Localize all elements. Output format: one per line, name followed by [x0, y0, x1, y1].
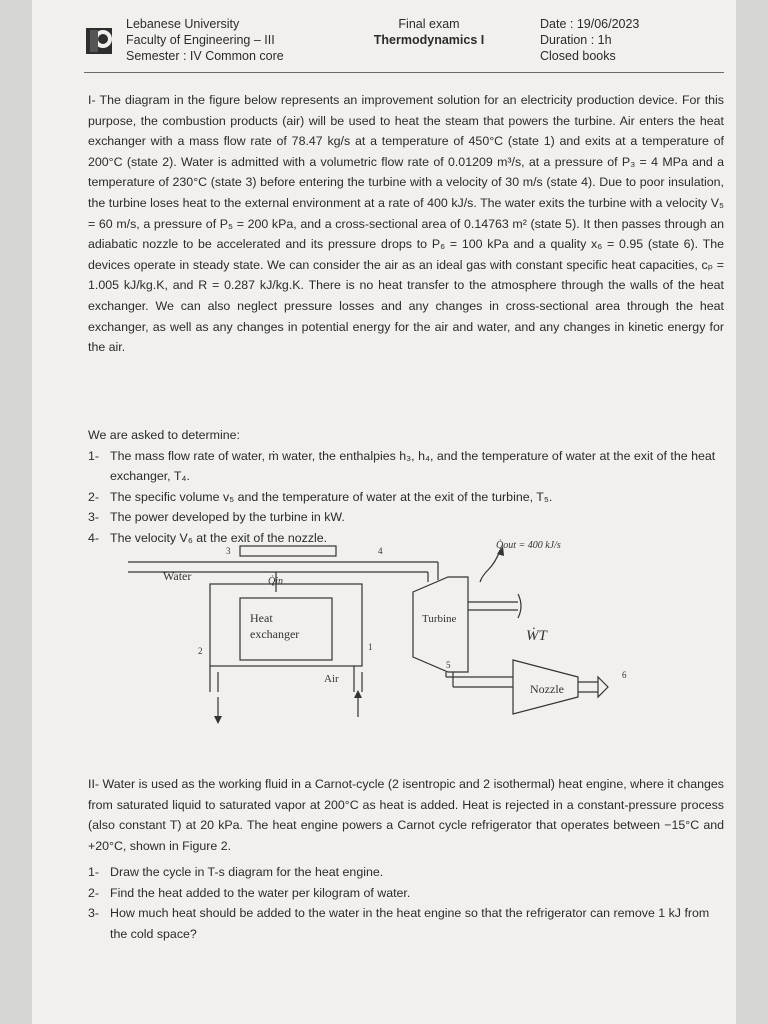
heat-label: Heat — [250, 611, 273, 625]
list-item: 2- The specific volume v₅ and the temperature of water at the exit of the turbine, T₅. — [88, 489, 553, 504]
header-divider — [84, 72, 724, 73]
list-item: 3- The power developed by the turbine in kW. — [88, 510, 345, 525]
system-diagram — [128, 532, 668, 727]
university-logo-icon — [84, 24, 118, 58]
problem1-questions — [88, 425, 724, 549]
problem1-statement: I- The diagram in the figure below represents an improvement solution for an electricity production device. For this purpose, the combustion products (air) will be used to heat the steam that powers the turbine. Air enters the heat exchanger with a mass flow rate of 78.47 kg/s at a temperature of 450°C (state 1) and exits at a temperature of 200°C (state 2). Water is admitted with a volumetric flow rate of 0.01209 m³/s, at a pressure of P₃ = 4 MPa and a temperature of 230°C (state 3) before entering the turbine with a velocity of 30 m/s (state 4). Due to poor insulation, the turbine loses heat to the external environment at a rate of 400 kJ/s. The water exits the turbine with a velocity V₅ = 60 m/s, a pressure of P₅ = 200 kPa, and a cross-sectional area of 0.14763 m² (state 5). It then passes through an adiabatic nozzle to be accelerated and its pressure drops to P₆ = 100 kPa and a quality x₆ = 0.95 (state 6). The devices operate in steady state. We can consider the air as an ideal gas with constant specific heat capacities, cₚ = 1.005 kJ/kg.K, and R = 0.287 kJ/kg.K. There is no heat transfer to the atmosphere through the walls of the heat exchanger. We can also neglect pressure losses and any changes in cross-sectional area through the heat exchanger, as well as any changes in potential energy for the air and water, and any changes in kinetic energy for the air. — [88, 93, 724, 355]
state-2-label: 2 — [198, 646, 203, 656]
exam-duration: Duration : 1h — [540, 33, 612, 47]
turbine-label: Turbine — [422, 613, 457, 625]
exchanger-label: exchanger — [250, 627, 300, 641]
list-item: 1- Draw the cycle in T-s diagram for the heat engine. — [88, 865, 384, 879]
list-item: 4- The velocity V₆ at the exit of the nozzle. — [88, 530, 328, 545]
air-label: Air — [324, 673, 339, 685]
exam-type: Final exam — [398, 17, 460, 31]
faculty-name: Faculty of Engineering – III — [126, 33, 275, 47]
header-details — [540, 16, 639, 64]
heat-in-label: Q̇in — [268, 576, 283, 587]
heat-loss-label: Q̇out = 400 kJ/s — [496, 540, 561, 551]
nozzle-label: Nozzle — [530, 682, 564, 696]
header-exam — [354, 16, 504, 48]
state-3-label: 3 — [226, 546, 231, 556]
list-item: 3- How much heat should be added to the water in the heat engine so that the refrigerator can remove 1 kJ from the cold space? — [88, 906, 710, 941]
state-4-label: 4 — [378, 546, 383, 556]
problem1-asked: We are asked to determine: — [88, 428, 240, 442]
problem2-statement: II- Water is used as the working fluid in a Carnot-cycle (2 isentropic and 2 isothermal) heat engine, where it changes from saturated liquid to saturated vapor at 200°C as heat is added. Heat is rejected in a constant-pressure process (also constant T) at 20 kPa. The heat engine powers a Carnot cycle refrigerator that operates between −15°C and +20°C, shown in Figure 2. — [88, 777, 724, 853]
university-name: Lebanese University — [126, 17, 240, 31]
exam-date: Date : 19/06/2023 — [540, 17, 640, 31]
list-item: 1- The mass flow rate of water, ṁ water, the enthalpies h₃, h₄, and the temperature of water at the exit of the heat exchanger, T₄. — [88, 448, 716, 484]
state-5-label: 5 — [446, 660, 451, 670]
books-policy: Closed books — [540, 49, 616, 63]
state-6-label: 6 — [622, 670, 627, 680]
list-item: 2- Find the heat added to the water per kilogram of water. — [88, 885, 411, 900]
exam-sheet — [32, 0, 736, 1024]
turbine-work-label: ẆT — [526, 628, 547, 644]
course-name: Thermodynamics I — [373, 33, 485, 47]
exam-header — [32, 16, 736, 72]
semester-label: Semester : IV Common core — [126, 49, 284, 63]
header-institution — [126, 16, 284, 64]
water-label: Water — [163, 569, 192, 583]
state-1-label: 1 — [368, 642, 373, 652]
problem2-questions — [88, 862, 728, 944]
